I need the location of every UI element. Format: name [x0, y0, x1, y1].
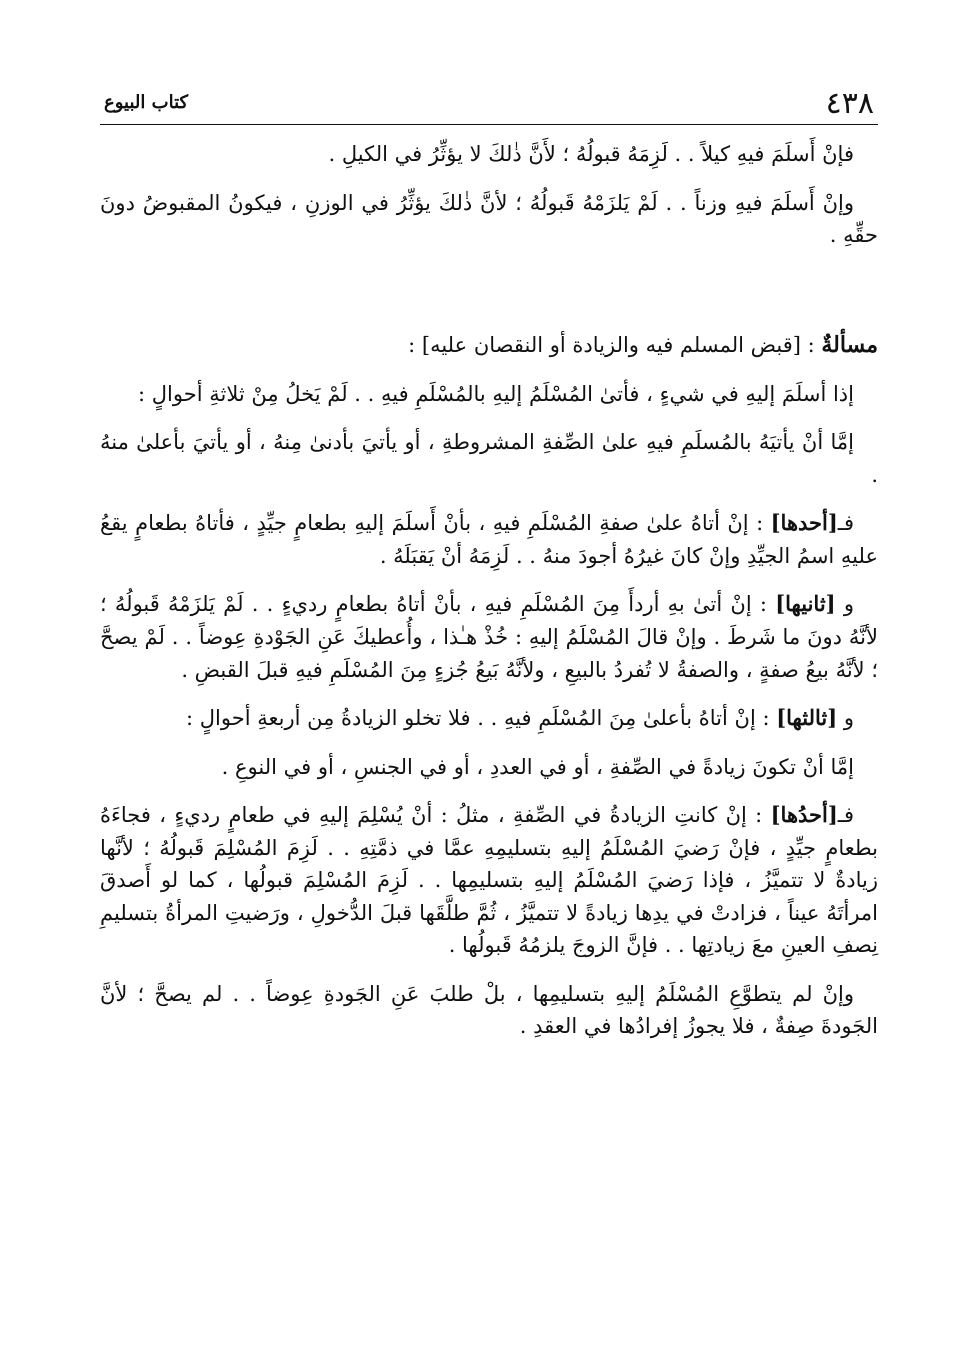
paragraph-3: إذا أسلَمَ إليهِ في شيءٍ ، فأتىٰ المُسْلَمُ إليهِ بالمُسْلَمِ فيهِ . . لَمْ يَخلُ مِنْ ثلاثةِ أحوالٍ : — [138, 381, 854, 406]
paragraph-4: إمَّا أنْ يأتيَهُ بالمُسلَمِ فيهِ علىٰ الصِّفةِ المشروطةِ ، أو يأتيَ بأدنىٰ مِنهُ ، أو يأتيَ بأعلىٰ منهُ . — [100, 430, 878, 487]
page-header — [100, 86, 878, 126]
case-first-prefix: فـ — [837, 511, 854, 536]
running-title: كتاب البيوع — [104, 92, 189, 113]
paragraph-1: فإنْ أَسلَمَ فيهِ كيلاً . . لَزِمَهُ قبولُهُ ؛ لأَنَّ ذٰلكَ لا يؤثِّرُ في الكيلِ . — [328, 142, 854, 166]
case-third-text: : إنْ أتاهُ بأعلىٰ مِنَ المُسْلَمِ فيهِ . . فلا تخلو الزيادةُ مِن أربعةِ أحوالٍ : — [186, 706, 777, 731]
case-first-label: [أحدها] — [770, 510, 838, 536]
case-third — [100, 702, 878, 735]
header-rule — [100, 124, 878, 125]
case-second — [100, 588, 878, 686]
subcase-first-label: [أحدُها] — [770, 802, 838, 828]
section-spacer — [100, 268, 878, 328]
issue-label: مسألةٌ — [821, 331, 878, 358]
subcase-first-prefix: فـ — [837, 803, 854, 828]
paragraph-5: إمَّا أنْ تكونَ زيادةً في الصِّفةِ ، أو في العددِ ، أو في الجنسِ ، أو في النوعِ . — [221, 754, 854, 779]
case-second-text: : إنْ أتىٰ بهِ أردأَ مِنَ المُسْلَمِ فيهِ ، بأنْ أتاهُ بطعامٍ رديءٍ . . لَمْ يَلزَمْهُ قَبولُهُ ؛ لأنَّهُ دونَ ما شَرطَ . وإنْ قالَ المُسْلَمُ إليهِ : خُذْ هـٰذا ، وأُعطيكَ عَنِ الجَوْدةِ عِوضاً . . لَمْ يصحَّ ؛ لأنَّهُ بيعُ صفةٍ ، والصفةُ لا تُفردُ بالبيعِ ، ولأنَّهُ بَيعُ جُزءٍ مِنَ المُسْلَمِ فيهِ قبلَ القبضِ . — [100, 592, 878, 682]
subcase-first — [100, 799, 878, 962]
page-body — [100, 138, 878, 1338]
case-first — [100, 507, 878, 572]
page-number: ٤٣٨ — [825, 86, 874, 121]
issue-title: : [قبض المسلم فيه والزيادة أو النقصان عليه] : — [408, 332, 822, 357]
paragraph-2: وإنْ أَسلَمَ فيهِ وزناً . . لَمْ يَلزَمْهُ قَبولُهُ ؛ لأنَّ ذٰلكَ يؤثِّرُ في الوزنِ ، فيكونُ المقبوضُ دونَ حقِّهِ . — [100, 190, 878, 248]
case-third-label: [ثالثها] — [776, 705, 838, 731]
case-second-prefix: و — [843, 592, 854, 617]
paragraph-6: وإنْ لم يتطوَّعِ المُسْلَمُ إليهِ بتسليمِها ، بلْ طلبَ عَنِ الجَودةِ عِوضاً . . لم يصحَّ ؛ لأنَّ الجَودةَ صِفةٌ ، فلا يجوزُ إفرادُها في العقدِ . — [100, 981, 878, 1039]
case-third-prefix: و — [843, 706, 854, 731]
case-first-text: : إنْ أتاهُ علىٰ صفةِ المُسْلَمِ فيهِ ، بأنْ أَسلَمَ إليهِ بطعامٍ جيِّدٍ ، فأتاهُ بطعامٍ يقعُ عليهِ اسمُ الجيِّدِ وإنْ كانَ غيرُهُ أجودَ منهُ . . لَزِمَهُ أنْ يَقبَلَهُ . — [100, 511, 878, 568]
subcase-first-text: : إنْ كانتِ الزيادةُ في الصِّفةِ ، مثلُ : أنْ يُسْلِمَ إليهِ في طعامٍ رديءٍ ، فجاءَهُ بطعامٍ جيِّدٍ ، فإنْ رَضيَ المُسْلَمُ إليهِ بتسليمِهِ عمَّا في ذمَّتِهِ . . لَزِمَ المُسْلِمَ قَبولُهُ ؛ لأنَّها زيادةٌ لا تتميَّزُ ، فإذا رَضيَ المُسْلَمُ إليهِ بتسليمِها . . لَزِمَ المُسْلِمَ قبولُها ، كما لو أَصدقَ امرأتَهُ عيناً ، فزادتْ في يدِها زيادةً لا تتميَّزُ ، ثُمَّ طلَّقَها قبلَ الدُّخولِ ، ورَضيتِ المرأةُ بتسليمِ نِصفِ العينِ معَ زيادتِها . . فإنَّ الزوجَ يلزمُهُ قَبولُها . — [100, 803, 878, 958]
issue-heading — [100, 328, 878, 362]
case-second-label: [ثانيها] — [775, 591, 836, 617]
